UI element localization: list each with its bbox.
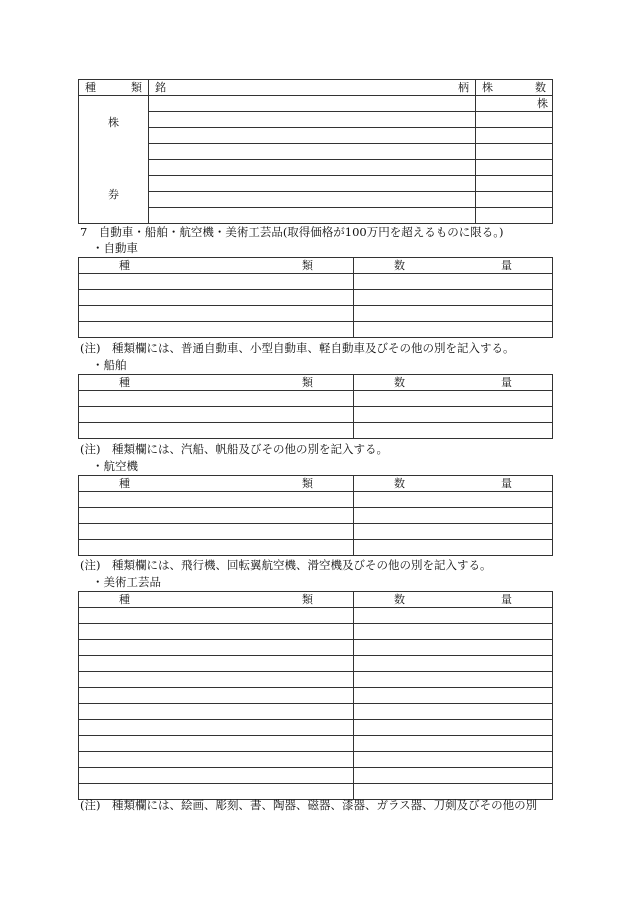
quantity-cell[interactable] — [354, 274, 553, 290]
table-row — [79, 423, 553, 439]
table-row — [79, 540, 553, 556]
quantity-header: 数 量 — [354, 476, 553, 492]
stock-type-char-1: 株 — [108, 116, 119, 129]
ships-note: (注) 種類欄には、汽船、帆船及びその他の別を記入する。 — [80, 442, 388, 456]
quantity-cell[interactable] — [354, 423, 553, 439]
table-row — [79, 176, 553, 192]
table-row — [79, 624, 553, 640]
cars-note: (注) 種類欄には、普通自動車、小型自動車、軽自動車及びその他の別を記入する。 — [80, 341, 515, 355]
quantity-cell[interactable] — [354, 720, 553, 736]
quantity-cell[interactable] — [354, 640, 553, 656]
table-header-row — [79, 258, 553, 274]
kind-cell[interactable] — [79, 640, 354, 656]
quantity-cell[interactable] — [354, 540, 553, 556]
kind-cell[interactable] — [79, 768, 354, 784]
table-row — [79, 524, 553, 540]
table-row — [79, 144, 553, 160]
quantity-cell[interactable] — [354, 688, 553, 704]
stock-name-cell[interactable] — [149, 144, 476, 160]
table-row — [79, 96, 553, 112]
stock-name-cell[interactable] — [149, 96, 476, 112]
quantity-header: 数 量 — [354, 258, 553, 274]
kind-cell[interactable] — [79, 508, 354, 524]
table-row — [79, 672, 553, 688]
table-header-row — [79, 375, 553, 391]
kind-cell[interactable] — [79, 423, 354, 439]
kind-header: 種 類 — [79, 592, 354, 608]
table-row — [79, 688, 553, 704]
kind-header: 種 類 — [79, 258, 354, 274]
kind-cell[interactable] — [79, 492, 354, 508]
kind-cell[interactable] — [79, 391, 354, 407]
table-header-row — [79, 476, 553, 492]
table-row — [79, 407, 553, 423]
quantity-cell[interactable] — [354, 492, 553, 508]
quantity-cell[interactable] — [354, 391, 553, 407]
quantity-cell[interactable] — [354, 407, 553, 423]
kind-cell[interactable] — [79, 540, 354, 556]
shares-cell[interactable] — [476, 208, 553, 224]
ships-label: ・船舶 — [92, 358, 127, 372]
quantity-cell[interactable] — [354, 290, 553, 306]
cars-table — [78, 257, 553, 338]
table-row — [79, 208, 553, 224]
art-note: (注) 種類欄には、絵画、彫刻、書、陶器、磁器、漆器、ガラス器、刀剣及びその他の別 — [80, 798, 538, 812]
table-row — [79, 768, 553, 784]
table-row — [79, 306, 553, 322]
kind-cell[interactable] — [79, 752, 354, 768]
kind-cell[interactable] — [79, 736, 354, 752]
kind-cell[interactable] — [79, 608, 354, 624]
shares-cell[interactable] — [476, 128, 553, 144]
quantity-cell[interactable] — [354, 306, 553, 322]
stock-name-cell[interactable] — [149, 160, 476, 176]
table-header-row — [79, 592, 553, 608]
table-row — [79, 752, 553, 768]
aircraft-note: (注) 種類欄には、飛行機、回転翼航空機、滑空機及びその他の別を記入する。 — [80, 558, 492, 572]
table-row — [79, 736, 553, 752]
table-row — [79, 128, 553, 144]
quantity-cell[interactable] — [354, 524, 553, 540]
stock-type-char-2: 券 — [108, 188, 119, 201]
table-row — [79, 112, 553, 128]
quantity-cell[interactable] — [354, 704, 553, 720]
quantity-cell[interactable] — [354, 508, 553, 524]
quantity-cell[interactable] — [354, 608, 553, 624]
kind-cell[interactable] — [79, 306, 354, 322]
aircraft-table — [78, 475, 553, 556]
shares-header: 株 数 — [476, 80, 553, 96]
quantity-cell[interactable] — [354, 768, 553, 784]
quantity-cell[interactable] — [354, 672, 553, 688]
stock-name-cell[interactable] — [149, 128, 476, 144]
kind-cell[interactable] — [79, 624, 354, 640]
table-row — [79, 274, 553, 290]
kind-header: 種 類 — [79, 375, 354, 391]
table-row — [79, 704, 553, 720]
kind-cell[interactable] — [79, 322, 354, 338]
stock-name-cell[interactable] — [149, 176, 476, 192]
table-row — [79, 290, 553, 306]
table-row — [79, 608, 553, 624]
shares-cell[interactable] — [476, 144, 553, 160]
art-table — [78, 591, 553, 800]
quantity-header: 数 量 — [354, 375, 553, 391]
table-row — [79, 508, 553, 524]
quantity-cell[interactable] — [354, 736, 553, 752]
kind-cell[interactable] — [79, 672, 354, 688]
shares-cell[interactable] — [476, 192, 553, 208]
stock-name-cell[interactable] — [149, 208, 476, 224]
art-label: ・美術工芸品 — [92, 575, 161, 589]
table-row — [79, 322, 553, 338]
section-7-title: 7 自動車・船舶・航空機・美術工芸品(取得価格が100万円を超えるものに限る。) — [80, 225, 504, 239]
table-row — [79, 640, 553, 656]
kind-header: 種 類 — [79, 80, 149, 96]
table-row — [79, 720, 553, 736]
stock-name-cell[interactable] — [149, 192, 476, 208]
stocks-table — [78, 79, 553, 224]
kind-cell[interactable] — [79, 656, 354, 672]
table-row — [79, 160, 553, 176]
stock-type-cell — [79, 96, 149, 224]
ships-table — [78, 374, 553, 439]
shares-cell[interactable] — [476, 112, 553, 128]
table-row — [79, 656, 553, 672]
quantity-cell[interactable] — [354, 752, 553, 768]
stock-name-cell[interactable] — [149, 112, 476, 128]
kind-cell[interactable] — [79, 290, 354, 306]
name-header: 銘 柄 — [149, 80, 476, 96]
table-header-row — [79, 80, 553, 96]
shares-unit: 株 — [476, 96, 553, 112]
quantity-header: 数 量 — [354, 592, 553, 608]
quantity-cell[interactable] — [354, 624, 553, 640]
table-row — [79, 192, 553, 208]
quantity-cell[interactable] — [354, 322, 553, 338]
kind-cell[interactable] — [79, 720, 354, 736]
cars-label: ・自動車 — [92, 241, 138, 255]
kind-cell[interactable] — [79, 704, 354, 720]
kind-cell[interactable] — [79, 407, 354, 423]
kind-cell[interactable] — [79, 688, 354, 704]
shares-cell[interactable] — [476, 160, 553, 176]
kind-header: 種 類 — [79, 476, 354, 492]
kind-cell[interactable] — [79, 274, 354, 290]
table-row — [79, 492, 553, 508]
quantity-cell[interactable] — [354, 656, 553, 672]
kind-cell[interactable] — [79, 524, 354, 540]
shares-cell[interactable] — [476, 176, 553, 192]
table-row — [79, 391, 553, 407]
aircraft-label: ・航空機 — [92, 459, 138, 473]
